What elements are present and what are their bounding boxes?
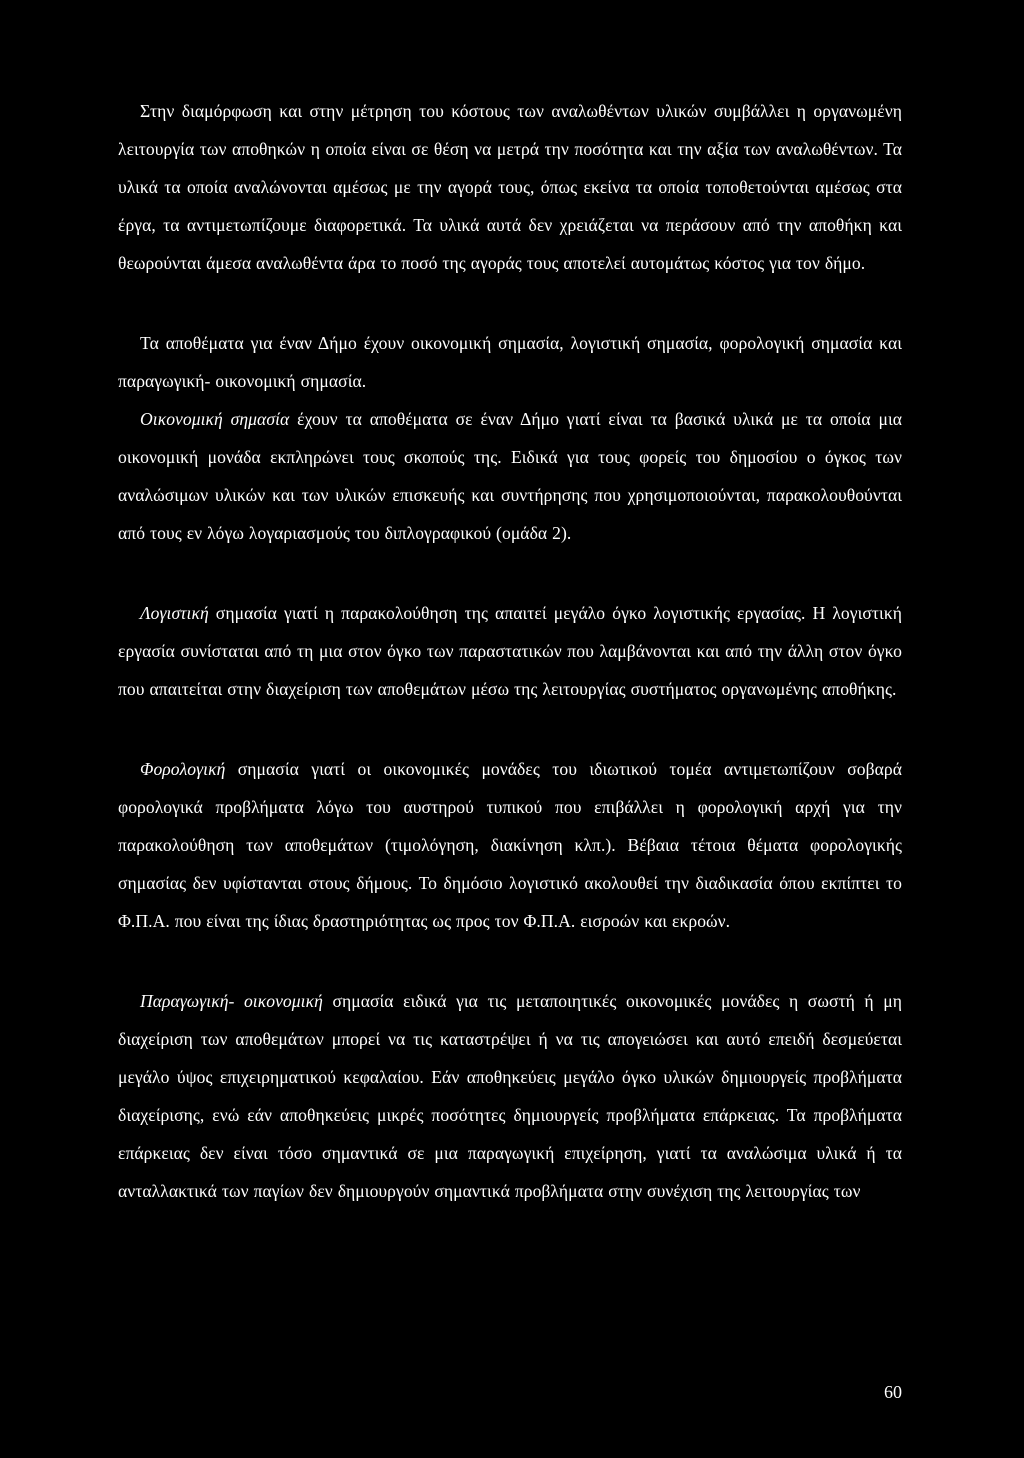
- tax-significance-term: Φορολογική: [140, 759, 226, 779]
- paragraph-inventory-significance: Τα αποθέματα για έναν Δήμο έχουν οικονομική σημασία, λογιστική σημασία, φορολογική σημασία και παραγωγική- οικονομική σημασία.: [118, 333, 902, 391]
- paragraph-spacer: [118, 552, 902, 594]
- paragraph-accounting-significance: [118, 594, 902, 708]
- economic-significance-term: Οικονομική σημασία: [140, 409, 290, 429]
- paragraph-spacer: [118, 940, 902, 982]
- paragraph-tax-significance: [118, 750, 902, 940]
- paragraph-productive-significance: [118, 982, 902, 1210]
- economic-significance-text: έχουν τα αποθέματα σε έναν Δήμο γιατί είναι τα βασικά υλικά με τα οποία μια οικονομική μονάδα εκπληρώνει τους σκοπούς της. Ειδικά για τους φορείς του δημοσίου ο όγκος των αναλώσιμων υλικών και των υλικών επισκευής και συντήρησης που χρησιμοποιούνται, παρακολουθούνται από τους εν λόγω λογαριασμούς του διπλογραφικού (ομάδα 2).: [118, 409, 903, 543]
- productive-significance-term: Παραγωγική- οικονομική: [140, 991, 323, 1011]
- accounting-significance-text: σημασία γιατί η παρακολούθηση της απαιτεί μεγάλο όγκο λογιστικής εργασίας. Η λογιστική εργασία συνίσταται από τη μια στον όγκο των παραστατικών που λαμβάνονται και από την άλλη στον όγκο που απαιτείται στην διαχείριση των αποθεμάτων μέσω της λειτουργίας συστήματος οργανωμένης αποθήκης.: [118, 603, 902, 699]
- paragraph-spacer: [118, 708, 902, 750]
- accounting-significance-term: Λογιστική: [140, 603, 209, 623]
- paragraph-economic-significance: [118, 400, 902, 552]
- document-page: [118, 92, 902, 1210]
- tax-significance-text: σημασία γιατί οι οικονομικές μονάδες του ιδιωτικού τομέα αντιμετωπίζουν σοβαρά φορολογικά προβλήματα λόγω του αυστηρού τυπικού που επιβάλλει η φορολογική αρχή για την παρακολούθηση των αποθεμάτων (τιμολόγηση, διακίνηση κλπ.). Βέβαια τέτοια θέματα φορολογικής σημασίας δεν υφίστανται στους δήμους. Το δημόσιο λογιστικό ακολουθεί την διαδικασία όπου εκπίπτει το Φ.Π.Α. που είναι της ίδιας δραστηριότητας ως προς τον Φ.Π.Α. εισροών και εκροών.: [118, 759, 902, 931]
- paragraph-inventory-costs: Στην διαμόρφωση και στην μέτρηση του κόστους των αναλωθέντων υλικών συμβάλλει η οργανωμένη λειτουργία των αποθηκών η οποία είναι σε θέση να μετρά την ποσότητα και την αξία των αναλωθέντων. Τα υλικά τα οποία αναλώνονται αμέσως με την αγορά τους, όπως εκείνα τα οποία τοποθετούνται αμέσως στα έργα, τα αντιμετωπίζουμε διαφορετικά. Τα υλικά αυτά δεν χρειάζεται να περάσουν από την αποθήκη και θεωρούνται άμεσα αναλωθέντα άρα το ποσό της αγοράς τους αποτελεί αυτομάτως κόστος για τον δήμο.: [118, 101, 902, 273]
- paragraph-spacer: [118, 282, 902, 324]
- page-number: 60: [884, 1382, 902, 1402]
- productive-significance-text: σημασία ειδικά για τις μεταποιητικές οικονομικές μονάδες η σωστή ή μη διαχείριση των αποθεμάτων μπορεί να τις καταστρέψει ή να τις απογειώσει και αυτό επειδή δεσμεύεται μεγάλο ύψος επιχειρηματικού κεφαλαίου. Εάν αποθηκεύεις μεγάλο όγκο υλικών δημιουργείς προβλήματα διαχείρισης, ενώ εάν αποθηκεύεις μικρές ποσότητες δημιουργείς προβλήματα επάρκειας. Τα προβλήματα επάρκειας δεν είναι τόσο σημαντικά σε μια παραγωγική επιχείρηση, γιατί τα αναλώσιμα υλικά ή τα ανταλλακτικά των παγίων δεν δημιουργούν σημαντικά προβλήματα στην συνέχιση της λειτουργίας των: [118, 991, 902, 1201]
